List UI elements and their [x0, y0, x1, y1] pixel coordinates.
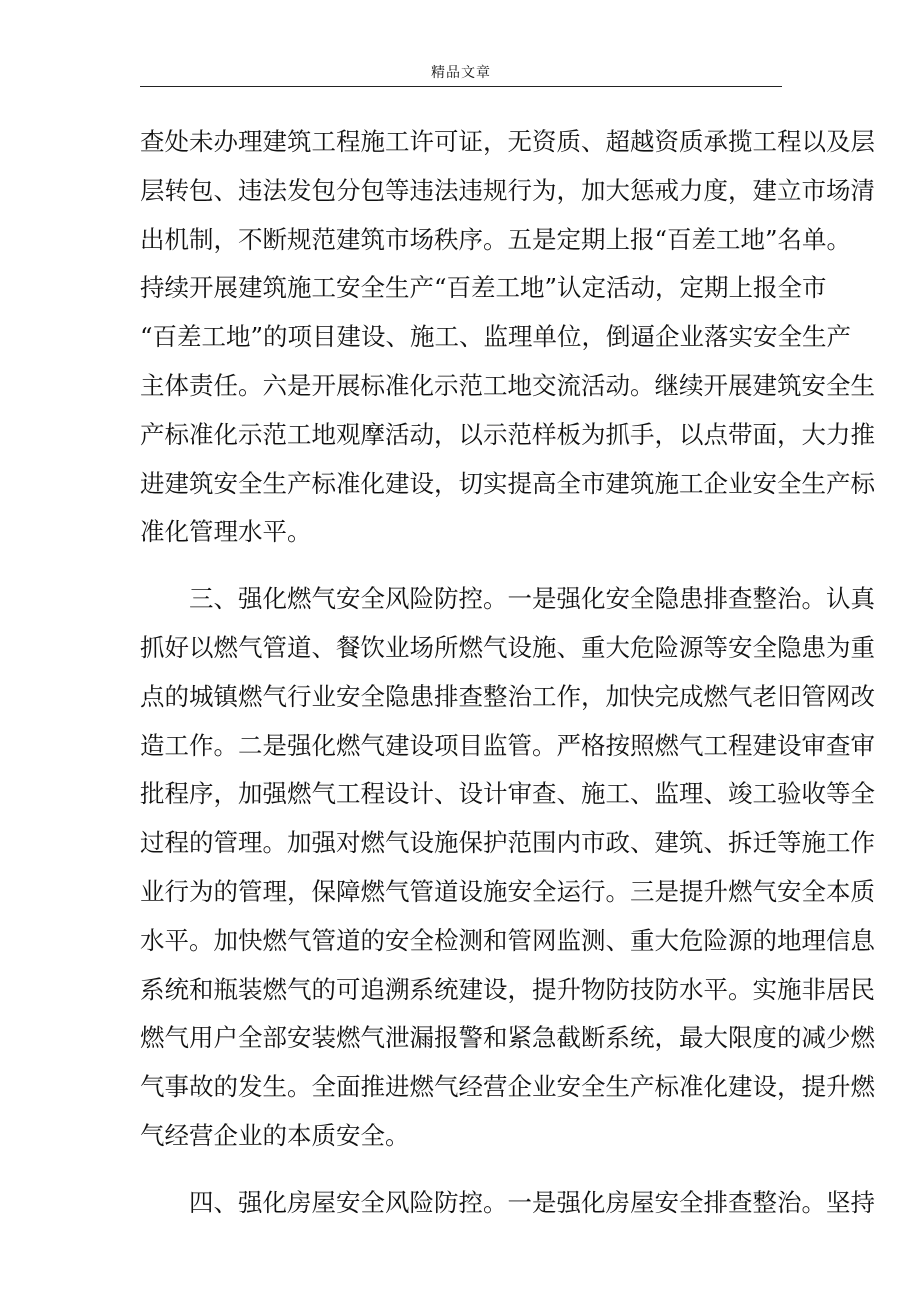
document-body [140, 118, 875, 1228]
header-title: 精品文章 [431, 65, 491, 81]
paragraph-gap [140, 557, 782, 575]
page-header [140, 62, 782, 87]
text-line: 批程序，加强燃气工程设计、设计审查、施工、监理、竣工验收等全 [140, 779, 875, 809]
text-line: 查处未办理建筑工程施工许可证，无资质、超越资质承揽工程以及层 [140, 127, 875, 156]
text-line: “百差工地”的项目建设、施工、监理单位，倒逼企业落实安全生产 [140, 322, 852, 352]
paragraph [140, 1179, 875, 1228]
paragraph-gap [140, 1161, 782, 1179]
text-line: 气事故的发生。全面推进燃气经营企业安全生产标准化建设，提升燃 [140, 1072, 875, 1102]
text-line: 三、强化燃气安全风险防控。一是强化安全隐患排查整治。认真 [189, 584, 875, 614]
text-line: 层转包、违法发包分包等违法违规行为，加大惩戒力度，建立市场清 [140, 175, 875, 205]
text-line: 过程的管理。加强对燃气设施保护范围内市政、建筑、拆迁等施工作 [140, 828, 875, 858]
text-line: 系统和瓶装燃气的可追溯系统建设，提升物防技防水平。实施非居民 [140, 974, 875, 1004]
text-line: 燃气用户全部安装燃气泄漏报警和紧急截断系统，最大限度的减少燃 [140, 1023, 875, 1053]
text-line: 持续开展建筑施工安全生产“百差工地”认定活动，定期上报全市 [140, 273, 827, 303]
text-line: 造工作。二是强化燃气建设项目监管。严格按照燃气工程建设审查审 [140, 730, 875, 760]
text-line: 主体责任。六是开展标准化示范工地交流活动。继续开展建筑安全生 [140, 370, 875, 400]
text-line: 出机制，不断规范建筑市场秩序。五是定期上报“百差工地”名单。 [140, 224, 852, 254]
text-line: 点的城镇燃气行业安全隐患排查整治工作，加快完成燃气老旧管网改 [140, 681, 875, 711]
text-line: 进建筑安全生产标准化建设，切实提高全市建筑施工企业安全生产标 [140, 468, 875, 498]
text-line: 产标准化示范工地观摩活动，以示范样板为抓手，以点带面，大力推 [140, 419, 875, 449]
paragraph [140, 575, 875, 1161]
text-line: 气经营企业的本质安全。 [140, 1120, 410, 1150]
paragraph [140, 118, 875, 557]
text-line: 四、强化房屋安全风险防控。一是强化房屋安全排查整治。坚持 [189, 1187, 875, 1217]
text-line: 准化管理水平。 [140, 517, 312, 547]
text-line: 抓好以燃气管道、餐饮业场所燃气设施、重大危险源等安全隐患为重 [140, 632, 875, 662]
text-line: 业行为的管理，保障燃气管道设施安全运行。三是提升燃气安全本质 [140, 876, 875, 906]
text-line: 水平。加快燃气管道的安全检测和管网监测、重大危险源的地理信息 [140, 925, 875, 955]
